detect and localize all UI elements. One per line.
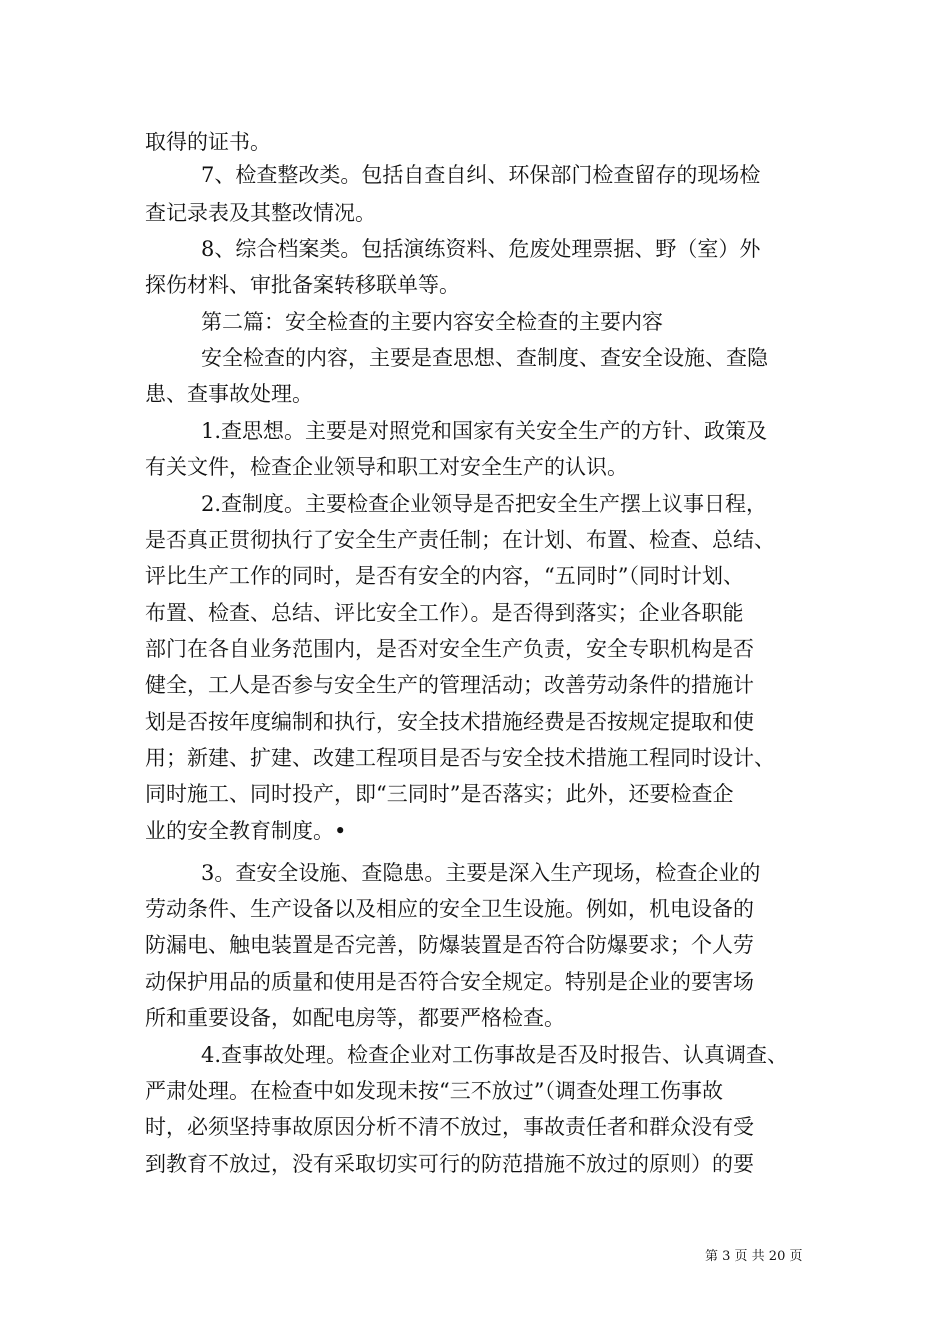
- text-line: 业的安全教育制度。•: [145, 819, 347, 843]
- text-line: 同时施工、同时投产，即“三同时”是否落实；此外，还要检查企: [145, 782, 734, 806]
- text-line: 患、查事故处理。: [145, 382, 313, 406]
- text-line: 7、检查整改类。包括自查自纠、环保部门检查留存的现场检: [201, 163, 761, 187]
- text-line: 严肃处理。在检查中如发现未按“三不放过”（调查处理工伤事故: [145, 1079, 723, 1103]
- text-line: 到教育不放过，没有采取切实可行的防范措施不放过的原则）的要: [145, 1152, 754, 1176]
- section-heading: 第二篇：安全检查的主要内容安全检查的主要内容: [201, 310, 663, 334]
- text-line: 查记录表及其整改情况。: [145, 201, 376, 225]
- text-line: 划是否按年度编制和执行，安全技术措施经费是否按规定提取和使: [145, 710, 754, 734]
- text-line: 防漏电、触电装置是否完善，防爆装置是否符合防爆要求；个人劳: [145, 933, 754, 957]
- text-line: 1.查思想。主要是对照党和国家有关安全生产的方针、政策及: [201, 419, 768, 443]
- text-line: 动保护用品的质量和使用是否符合安全规定。特别是企业的要害场: [145, 970, 754, 994]
- page-number-footer: 第 3 页 共 20 页: [705, 1249, 803, 1264]
- text-line: 时，必须坚持事故原因分析不清不放过，事故责任者和群众没有受: [145, 1115, 754, 1139]
- text-line: 健全，工人是否参与安全生产的管理活动；改善劳动条件的措施计: [145, 673, 754, 697]
- text-line: 布置、检查、总结、评比安全工作）。是否得到落实；企业各职能: [145, 601, 744, 625]
- text-line: 取得的证书。: [145, 130, 271, 154]
- text-line: 劳动条件、生产设备以及相应的安全卫生设施。例如，机电设备的: [145, 897, 754, 921]
- text-line: 部门在各自业务范围内，是否对安全生产负责，安全专职机构是否: [145, 637, 754, 661]
- text-line: 4.查事故处理。检查企业对工伤事故是否及时报告、认真调查、: [201, 1043, 789, 1067]
- text-line: 有关文件，检查企业领导和职工对安全生产的认识。: [145, 455, 628, 479]
- text-line: 探伤材料、审批备案转移联单等。: [145, 273, 460, 297]
- text-line: 8、综合档案类。包括演练资料、危废处理票据、野（室）外: [201, 237, 761, 261]
- text-line: 3。查安全设施、查隐患。主要是深入生产现场，检查企业的: [201, 861, 761, 885]
- text-line: 安全检查的内容，主要是查思想、查制度、查安全设施、查隐: [201, 346, 768, 370]
- text-line: 用；新建、扩建、改建工程项目是否与安全技术措施工程同时设计、: [145, 746, 775, 770]
- text-line: 是否真正贯彻执行了安全生产责任制；在计划、布置、检查、总结、: [145, 528, 775, 552]
- text-line: 所和重要设备，如配电房等，都要严格检查。: [145, 1006, 565, 1030]
- text-line: 2.查制度。主要检查企业领导是否把安全生产摆上议事日程，: [201, 492, 768, 516]
- text-line: 评比生产工作的同时，是否有安全的内容，“五同时”（同时计划、: [145, 564, 744, 588]
